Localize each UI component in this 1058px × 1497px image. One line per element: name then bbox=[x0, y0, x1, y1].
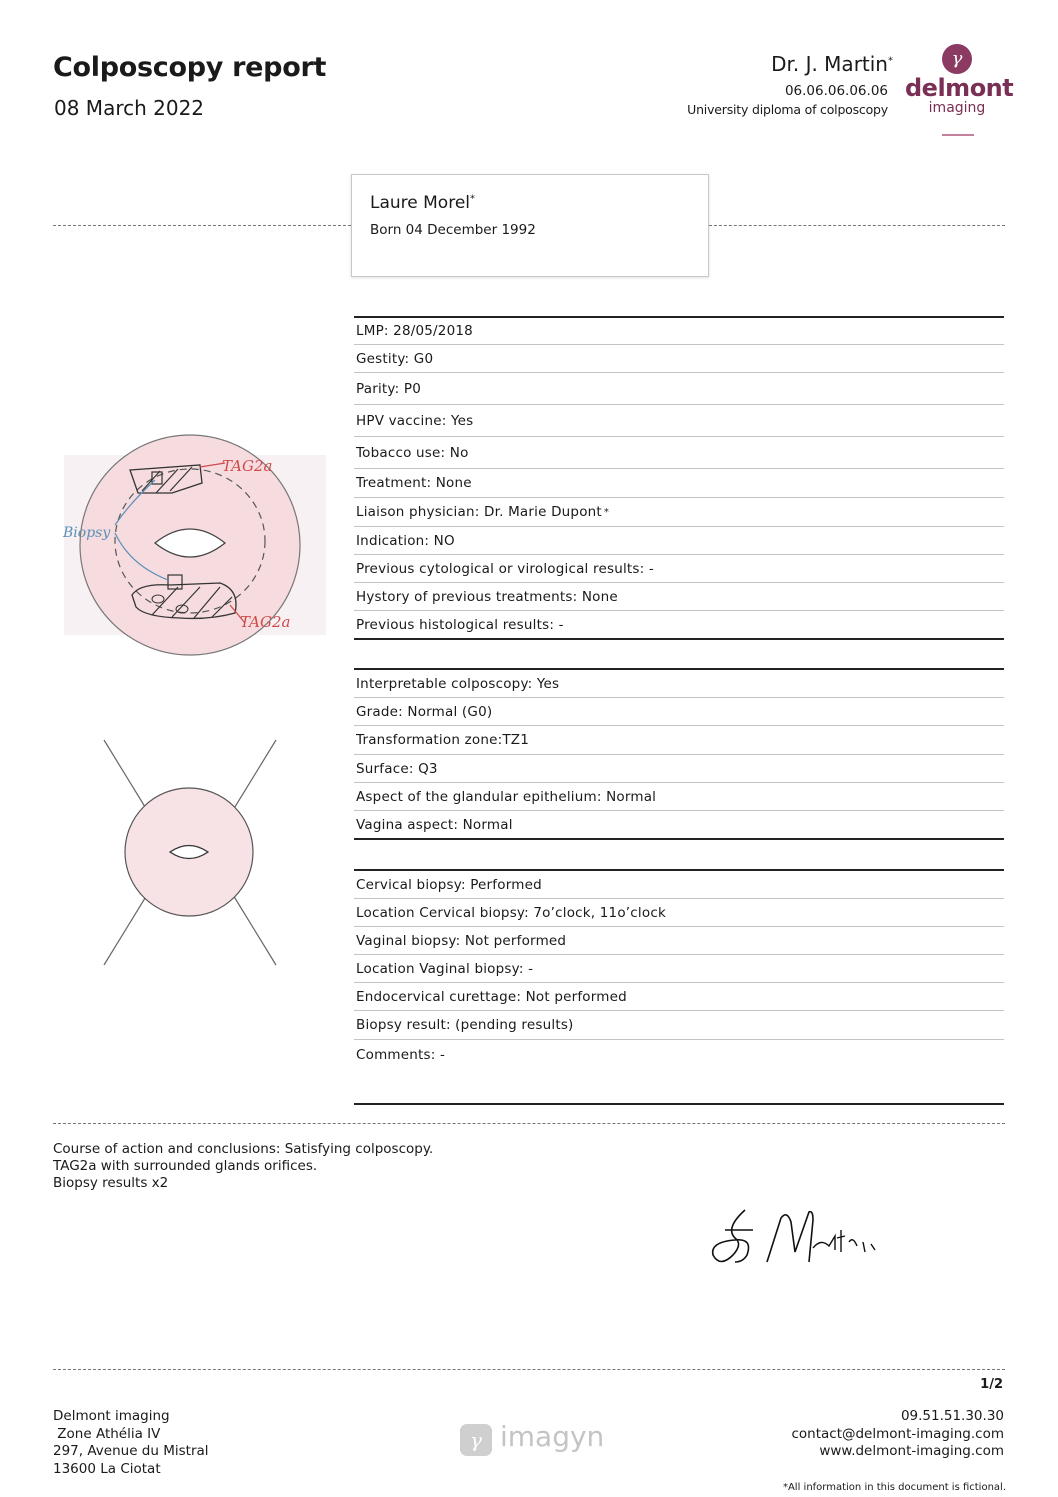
exam-row bbox=[354, 668, 1004, 698]
patient-divider-right bbox=[709, 225, 1005, 226]
biopsy-label: Biopsy bbox=[63, 525, 111, 541]
imagyn-icon: γ bbox=[460, 1424, 492, 1456]
history-row bbox=[354, 583, 1004, 611]
signature bbox=[705, 1200, 885, 1275]
exam-surface: Surface: Q3 bbox=[356, 760, 438, 777]
conclusions-divider bbox=[53, 1123, 1005, 1124]
logo-divider bbox=[942, 134, 974, 136]
exam-glandular: Aspect of the glandular epithelium: Normal bbox=[356, 788, 657, 805]
footer-address-1: Zone Athélia IV bbox=[53, 1425, 161, 1442]
exam-row bbox=[354, 726, 1004, 755]
biopsy-row bbox=[354, 983, 1004, 1011]
cervix-diagram bbox=[60, 425, 330, 665]
footer-note: *All information in this document is fictional. bbox=[782, 1482, 1006, 1493]
footer-divider bbox=[53, 1369, 1005, 1370]
biopsy-cervical: Cervical biopsy: Performed bbox=[356, 876, 542, 893]
footer-contact bbox=[791, 1408, 1004, 1461]
footer-address bbox=[53, 1408, 209, 1478]
report-date: 08 March 2022 bbox=[54, 96, 205, 120]
biopsy-row bbox=[354, 955, 1004, 983]
history-treatment: Treatment: None bbox=[356, 475, 472, 491]
history-row bbox=[354, 469, 1004, 498]
history-table bbox=[354, 316, 1004, 640]
history-row bbox=[354, 555, 1004, 583]
history-row bbox=[354, 498, 1004, 527]
biopsy-vaginal: Vaginal biopsy: Not performed bbox=[356, 932, 567, 949]
exam-row bbox=[354, 811, 1004, 840]
biopsy-row bbox=[354, 927, 1004, 955]
biopsy-row bbox=[354, 869, 1004, 899]
footer-website[interactable]: www.delmont-imaging.com bbox=[819, 1443, 1004, 1459]
exam-row bbox=[354, 783, 1004, 811]
patient-name bbox=[370, 193, 475, 213]
speculum-line-bl bbox=[104, 890, 150, 965]
history-previous-cytology: Previous cytological or virological results: - bbox=[356, 560, 654, 577]
tag-bottom-label: TAG2a bbox=[240, 613, 291, 631]
exam-table bbox=[354, 668, 1004, 840]
signature-surname-m bbox=[767, 1212, 813, 1262]
doctor-name-text: Dr. J. Martin bbox=[771, 52, 888, 76]
exam-interpretable: Interpretable colposcopy: Yes bbox=[356, 675, 560, 692]
speculum-line-tl bbox=[104, 740, 150, 815]
history-liaison: Liaison physician: Dr. Marie Dupont bbox=[356, 504, 602, 520]
footer-company: Delmont imaging bbox=[53, 1408, 170, 1424]
logo-sub: imaging bbox=[928, 100, 986, 116]
history-row bbox=[354, 527, 1004, 555]
speculum-line-br bbox=[230, 890, 276, 965]
footer-phone: 09.51.51.30.30 bbox=[900, 1408, 1004, 1424]
history-tobacco: Tobacco use: No bbox=[356, 444, 469, 461]
conclusions-line-3: Biopsy results x2 bbox=[53, 1175, 169, 1191]
doctor-diploma: University diploma of colposcopy bbox=[687, 102, 888, 117]
imagyn-word: imagyn bbox=[500, 1420, 605, 1453]
biopsy-row bbox=[354, 899, 1004, 927]
history-hpv: HPV vaccine: Yes bbox=[356, 412, 474, 429]
logo-word: delmont bbox=[905, 74, 1014, 102]
exam-vagina: Vagina aspect: Normal bbox=[356, 816, 513, 833]
signature-initial bbox=[713, 1210, 753, 1262]
conclusions-line-1: Course of action and conclusions: Satisfying colposcopy. bbox=[53, 1141, 434, 1157]
doctor-name-mark: * bbox=[888, 55, 893, 67]
history-row bbox=[354, 611, 1004, 640]
tag-top-label: TAG2a bbox=[222, 457, 273, 475]
biopsy-result: Biopsy result: (pending results) bbox=[356, 1017, 574, 1033]
logo-icon: γ bbox=[942, 44, 972, 74]
biopsy-comments: Comments: - bbox=[356, 1047, 446, 1063]
patient-name-mark: * bbox=[470, 193, 476, 205]
history-row bbox=[354, 437, 1004, 469]
exam-grade: Grade: Normal (G0) bbox=[356, 703, 493, 720]
biopsy-vaginal-location: Location Vaginal biopsy: - bbox=[356, 960, 534, 977]
speculum-line-tr bbox=[230, 740, 276, 815]
history-gestity: Gestity: G0 bbox=[356, 350, 434, 367]
imagyn-logo bbox=[460, 1420, 610, 1460]
page-title: Colposcopy report bbox=[53, 52, 327, 83]
footer-email[interactable]: contact@delmont-imaging.com bbox=[791, 1425, 1004, 1442]
conclusions-line-2: TAG2a with surrounded glands orifices. bbox=[53, 1158, 318, 1174]
biopsy-row bbox=[354, 1011, 1004, 1040]
exam-transformation-zone: Transformation zone:TZ1 bbox=[356, 732, 530, 748]
footer-address-2: 297, Avenue du Mistral bbox=[53, 1443, 209, 1459]
exam-row bbox=[354, 755, 1004, 783]
delmont-logo bbox=[905, 44, 1014, 144]
signature-surname-tail bbox=[813, 1230, 875, 1252]
biopsy-cervical-location: Location Cervical biopsy: 7o’clock, 11o’clock bbox=[356, 904, 666, 921]
biopsy-row bbox=[354, 1040, 1004, 1105]
history-parity: Parity: P0 bbox=[356, 380, 421, 397]
history-liaison-mark: * bbox=[603, 506, 610, 518]
history-row bbox=[354, 316, 1004, 345]
patient-divider-left bbox=[53, 225, 351, 226]
biopsy-table bbox=[354, 869, 1004, 1105]
doctor-phone: 06.06.06.06.06 bbox=[784, 83, 888, 99]
exam-row bbox=[354, 698, 1004, 726]
history-row bbox=[354, 405, 1004, 437]
biopsy-endocervical: Endocervical curettage: Not performed bbox=[356, 988, 627, 1005]
history-indication: Indication: NO bbox=[356, 532, 455, 549]
speculum-diagram bbox=[100, 735, 280, 970]
history-previous-histology: Previous histological results: - bbox=[356, 616, 564, 633]
history-row bbox=[354, 345, 1004, 373]
history-row bbox=[354, 373, 1004, 405]
conclusions bbox=[53, 1141, 433, 1192]
patient-born: Born 04 December 1992 bbox=[370, 222, 536, 238]
history-previous-treatments: Hystory of previous treatments: None bbox=[356, 588, 618, 605]
doctor-name bbox=[771, 52, 893, 76]
patient-name-text: Laure Morel bbox=[370, 193, 471, 213]
page-number: 1/2 bbox=[980, 1377, 1003, 1392]
footer-address-3: 13600 La Ciotat bbox=[53, 1460, 161, 1477]
patient-card bbox=[351, 174, 709, 277]
history-lmp: LMP: 28/05/2018 bbox=[356, 323, 473, 339]
